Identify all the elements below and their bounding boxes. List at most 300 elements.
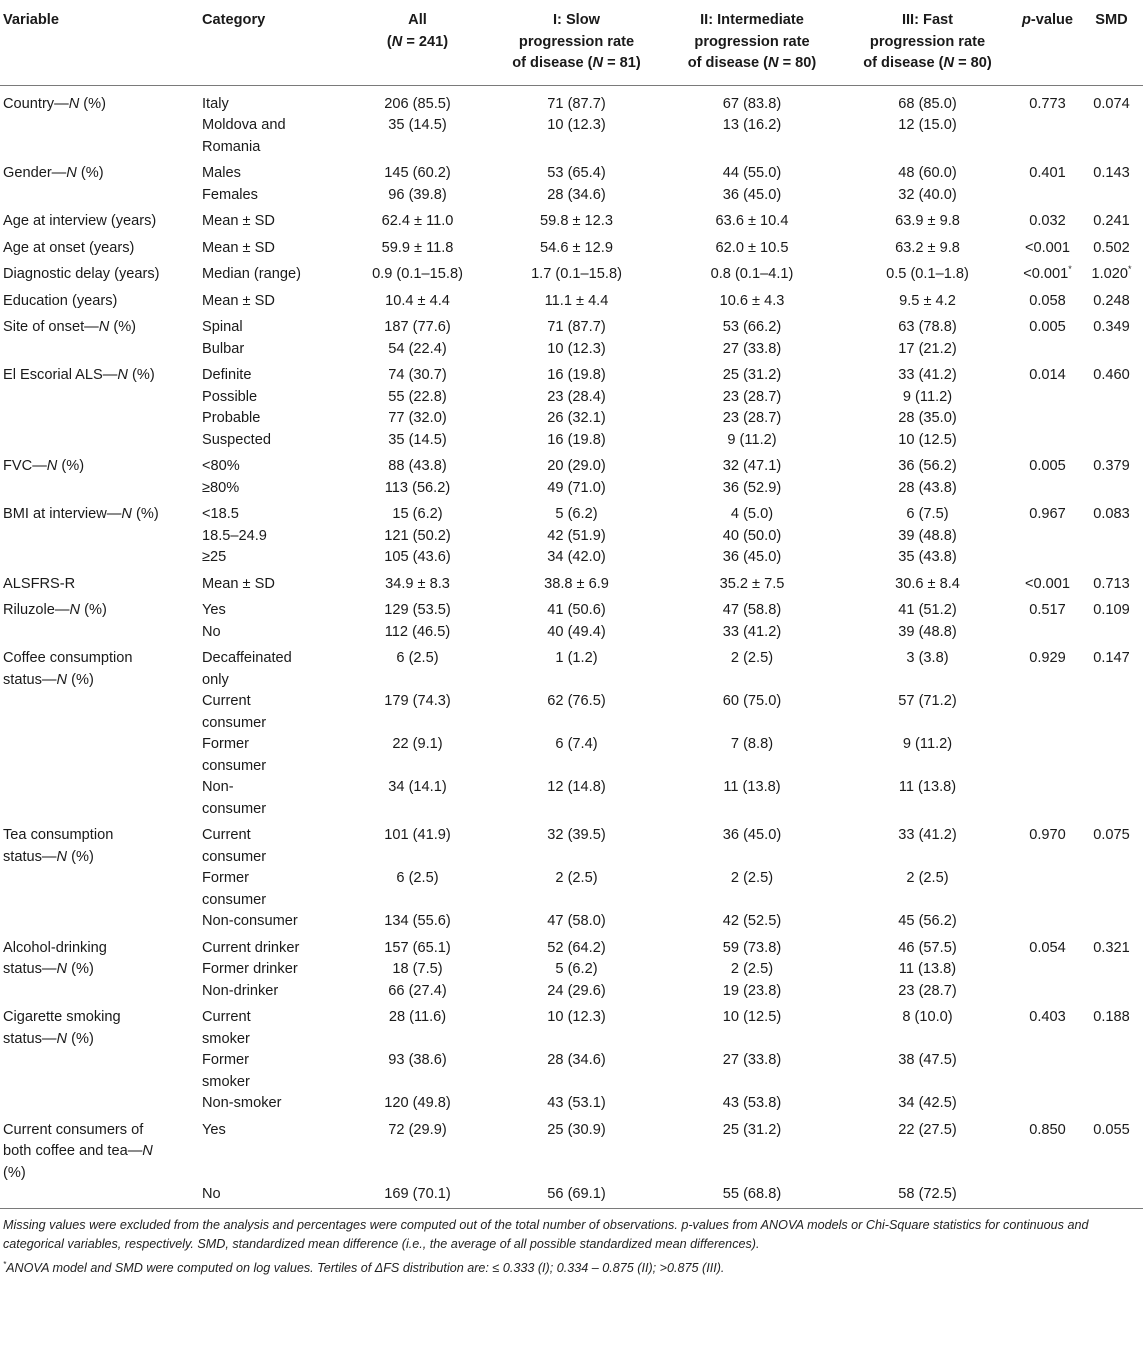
- table-row: [0, 911, 1143, 933]
- cell-all: [346, 478, 489, 500]
- cell-g1: [489, 691, 664, 734]
- cell-variable: [0, 312, 200, 339]
- cell-smd: [1080, 430, 1143, 452]
- table-row: [0, 387, 1143, 409]
- cell-pvalue: [1015, 868, 1080, 911]
- cell-g3: [840, 478, 1015, 500]
- pvalue-text: 0.403: [1029, 1009, 1066, 1025]
- cell-g3: [840, 1184, 1015, 1208]
- cell-g1: [489, 981, 664, 1003]
- cell-value: 145 (60.2): [384, 165, 451, 181]
- pvalue-text: <0.001: [1024, 575, 1071, 592]
- cell-value: 43 (53.8): [722, 1095, 782, 1111]
- cell-value: 32 (47.1): [722, 458, 782, 474]
- category-line: Definite: [202, 367, 252, 383]
- cell-g2: [664, 408, 840, 430]
- category-line: Former: [202, 736, 250, 752]
- cell-smd: [1080, 734, 1143, 777]
- cell-g2: [664, 478, 840, 500]
- cell-g2: [664, 595, 840, 622]
- header-smd: SMD: [1080, 0, 1143, 85]
- cell-pvalue: [1015, 569, 1080, 596]
- cell-pvalue: [1015, 115, 1080, 158]
- cell-g2: [664, 430, 840, 452]
- cell-pvalue: [1015, 312, 1080, 339]
- smd-text: 0.379: [1093, 458, 1130, 474]
- cell-value: 16 (19.8): [547, 431, 606, 448]
- cell-value: 58 (72.5): [898, 1186, 957, 1202]
- cell-value: 24 (29.6): [547, 982, 606, 999]
- cell-value: 5 (6.2): [555, 961, 598, 977]
- header-fast-line2: progression rate: [869, 33, 986, 50]
- category-line: Mean ± SD: [202, 213, 275, 229]
- cell-g2: [664, 569, 840, 596]
- cell-value: 57 (71.2): [898, 693, 957, 709]
- smd-text: 0.143: [1093, 165, 1130, 181]
- cell-g1: [489, 478, 664, 500]
- cell-value: 54 (22.4): [388, 340, 447, 357]
- cell-all: [346, 1093, 489, 1115]
- cell-pvalue: [1015, 408, 1080, 430]
- category-line: Non-smoker: [202, 1095, 282, 1111]
- table-row: [0, 547, 1143, 569]
- cell-pvalue: [1015, 451, 1080, 478]
- cell-value: 72 (29.9): [388, 1121, 447, 1138]
- cell-g3: [840, 387, 1015, 409]
- cell-g2: [664, 622, 840, 644]
- category-line: Former: [202, 1052, 250, 1068]
- table-row: [0, 259, 1143, 286]
- cell-variable: [0, 1002, 200, 1050]
- cell-g1: [489, 408, 664, 430]
- cell-pvalue: [1015, 643, 1080, 691]
- cell-value: 36 (56.2): [898, 458, 957, 474]
- cell-value: 59 (73.8): [722, 939, 782, 956]
- header-category: Category: [200, 0, 346, 85]
- cell-g3: [840, 1115, 1015, 1185]
- cell-category: [200, 1093, 346, 1115]
- cell-pvalue: [1015, 1115, 1080, 1185]
- variable-line: both coffee and tea—N: [3, 1143, 153, 1159]
- category-line: Possible: [202, 388, 258, 405]
- cell-value: 45 (56.2): [898, 913, 957, 929]
- cell-value: 34 (14.1): [388, 779, 447, 795]
- cell-value: 26 (32.1): [547, 410, 606, 426]
- table-row: [0, 1050, 1143, 1093]
- cell-value: 36 (52.9): [722, 479, 782, 496]
- cell-g3: [840, 1093, 1015, 1115]
- cell-value: 40 (49.4): [547, 623, 606, 640]
- cell-value: 44 (55.0): [722, 165, 782, 181]
- cell-all: [346, 622, 489, 644]
- variable-line: Coffee consumption: [3, 650, 133, 666]
- cell-smd: [1080, 1093, 1143, 1115]
- cell-all: [346, 595, 489, 622]
- cell-value: 77 (32.0): [388, 410, 447, 426]
- cell-all: [346, 85, 489, 115]
- cell-g3: [840, 286, 1015, 313]
- cell-all: [346, 1115, 489, 1185]
- cell-variable: [0, 734, 200, 777]
- cell-smd: [1080, 312, 1143, 339]
- cell-value: 38.8 ± 6.9: [544, 575, 609, 592]
- header-fast-line3: of disease (N = 80): [863, 55, 992, 71]
- cell-value: 10 (12.3): [547, 117, 606, 133]
- category-line: Non-drinker: [202, 982, 279, 999]
- cell-smd: [1080, 185, 1143, 207]
- smd-text: 0.241: [1093, 213, 1130, 229]
- cell-g1: [489, 526, 664, 548]
- table-row: [0, 408, 1143, 430]
- cell-category: [200, 777, 346, 820]
- cell-value: 101 (41.9): [384, 827, 451, 843]
- cell-g1: [489, 339, 664, 361]
- cell-smd: [1080, 981, 1143, 1003]
- category-line: Median (range): [202, 266, 301, 282]
- cell-smd: [1080, 933, 1143, 981]
- cell-value: 30.6 ± 8.4: [895, 575, 960, 592]
- cell-category: [200, 430, 346, 452]
- cell-g1: [489, 1184, 664, 1208]
- cell-smd: [1080, 478, 1143, 500]
- variable-line: ALSFRS-R: [3, 575, 76, 592]
- cell-g3: [840, 360, 1015, 387]
- cell-pvalue: [1015, 233, 1080, 260]
- cell-variable: [0, 981, 200, 1003]
- cell-g2: [664, 777, 840, 820]
- pvalue-text: 0.005: [1029, 458, 1066, 474]
- header-variable: Variable: [0, 0, 200, 85]
- cell-all: [346, 451, 489, 478]
- cell-pvalue: [1015, 360, 1080, 387]
- cell-variable: [0, 1093, 200, 1115]
- category-line: Romania: [202, 138, 261, 155]
- cell-value: 0.9 (0.1–15.8): [372, 266, 463, 282]
- cell-smd: [1080, 547, 1143, 569]
- cell-smd: [1080, 339, 1143, 361]
- smd-text: 0.109: [1093, 602, 1130, 618]
- cell-all: [346, 158, 489, 185]
- cell-value: 62 (76.5): [547, 693, 606, 709]
- cell-value: 54.6 ± 12.9: [540, 239, 613, 256]
- header-row: [0, 0, 1143, 85]
- footnote-main: Missing values were excluded from the analysis and percentages were computed out of the total number of observations. p-values from ANOVA models or Chi-Square statistics for continuous and categorical variables, respectively. SMD, standardized mean difference (i.e., the average of all possible standardized mean differences).: [3, 1217, 1089, 1251]
- table-row: [0, 430, 1143, 452]
- cell-category: [200, 734, 346, 777]
- cell-variable: [0, 1184, 200, 1208]
- cell-all: [346, 911, 489, 933]
- cell-value: 39 (48.8): [898, 623, 957, 640]
- cell-value: 121 (50.2): [384, 527, 451, 544]
- cell-value: 34 (42.0): [547, 549, 606, 565]
- cell-pvalue: [1015, 691, 1080, 734]
- cell-g3: [840, 777, 1015, 820]
- cell-g1: [489, 777, 664, 820]
- cell-value: 66 (27.4): [388, 982, 447, 999]
- category-line: Yes: [202, 1121, 226, 1138]
- cell-variable: [0, 286, 200, 313]
- cell-variable: [0, 622, 200, 644]
- cell-value: 28 (11.6): [388, 1009, 447, 1025]
- variable-line: Diagnostic delay (years): [3, 266, 160, 282]
- cell-value: 35 (43.8): [898, 549, 957, 565]
- cell-variable: [0, 547, 200, 569]
- cell-all: [346, 777, 489, 820]
- table-row: [0, 734, 1143, 777]
- cell-g3: [840, 185, 1015, 207]
- cell-value: 105 (43.6): [384, 549, 451, 565]
- cell-value: 32 (39.5): [547, 827, 606, 843]
- cell-value: 15 (6.2): [392, 506, 443, 522]
- cell-value: 6 (7.4): [555, 736, 598, 752]
- table-row: [0, 233, 1143, 260]
- cell-category: [200, 451, 346, 478]
- cell-variable: [0, 185, 200, 207]
- category-line: Current drinker: [202, 939, 300, 956]
- cell-g3: [840, 85, 1015, 115]
- cell-all: [346, 933, 489, 981]
- cell-category: [200, 526, 346, 548]
- cell-g2: [664, 1050, 840, 1093]
- category-line: Mean ± SD: [202, 575, 275, 592]
- cell-value: 1.7 (0.1–15.8): [531, 266, 622, 282]
- cell-g2: [664, 259, 840, 286]
- cell-value: 10.6 ± 4.3: [719, 292, 785, 309]
- variable-line: Site of onset—N (%): [3, 319, 137, 335]
- cell-pvalue: [1015, 820, 1080, 868]
- table-row: [0, 1002, 1143, 1050]
- cell-category: [200, 1115, 346, 1185]
- cell-g1: [489, 622, 664, 644]
- cell-all: [346, 115, 489, 158]
- header-intermediate-line3: of disease (N = 80): [687, 55, 817, 71]
- cell-value: 23 (28.7): [898, 982, 957, 999]
- cell-smd: [1080, 233, 1143, 260]
- cell-value: 35 (14.5): [388, 117, 447, 133]
- cell-value: 41 (50.6): [547, 602, 606, 618]
- cell-g2: [664, 868, 840, 911]
- cell-g2: [664, 643, 840, 691]
- cell-value: 113 (56.2): [384, 479, 451, 496]
- cell-g1: [489, 185, 664, 207]
- header-all: [346, 0, 489, 85]
- cell-g2: [664, 85, 840, 115]
- category-line: consumer: [202, 891, 267, 908]
- cell-pvalue: [1015, 259, 1080, 286]
- cell-g1: [489, 569, 664, 596]
- cell-g1: [489, 1093, 664, 1115]
- category-line: Probable: [202, 410, 261, 426]
- smd-text: 0.713: [1093, 575, 1130, 592]
- cell-value: 8 (10.0): [902, 1009, 953, 1025]
- cell-value: 11.1 ± 4.4: [544, 292, 609, 309]
- cell-g3: [840, 547, 1015, 569]
- cell-g3: [840, 981, 1015, 1003]
- cell-g3: [840, 499, 1015, 526]
- cell-variable: [0, 777, 200, 820]
- cell-value: 16 (19.8): [547, 367, 606, 383]
- cell-value: 36 (45.0): [722, 549, 782, 565]
- cell-g2: [664, 1002, 840, 1050]
- smd-text: 1.020*: [1091, 264, 1132, 282]
- category-line: Bulbar: [202, 340, 245, 357]
- cell-category: [200, 185, 346, 207]
- cell-value: 60 (75.0): [722, 693, 782, 709]
- cell-smd: [1080, 85, 1143, 115]
- table-row: [0, 185, 1143, 207]
- category-line: <18.5: [202, 506, 239, 522]
- header-slow-line3: of disease (N = 81): [512, 55, 641, 71]
- cell-variable: [0, 233, 200, 260]
- variable-line: Cigarette smoking: [3, 1009, 121, 1025]
- cell-g2: [664, 158, 840, 185]
- cell-value: 53 (66.2): [722, 319, 782, 335]
- cell-g1: [489, 158, 664, 185]
- cell-all: [346, 1184, 489, 1208]
- cell-variable: [0, 158, 200, 185]
- cell-value: 6 (7.5): [906, 506, 949, 522]
- cell-smd: [1080, 206, 1143, 233]
- smd-text: 0.147: [1093, 650, 1130, 666]
- cell-pvalue: [1015, 158, 1080, 185]
- cell-all: [346, 185, 489, 207]
- cell-value: 48 (60.0): [898, 165, 957, 181]
- category-line: Non-consumer: [202, 913, 298, 929]
- cell-g2: [664, 312, 840, 339]
- cell-value: 23 (28.7): [722, 410, 782, 426]
- cell-smd: [1080, 158, 1143, 185]
- table-row: [0, 820, 1143, 868]
- table-row: [0, 1093, 1143, 1115]
- cell-category: [200, 1184, 346, 1208]
- table-row: [0, 158, 1143, 185]
- cell-variable: [0, 868, 200, 911]
- cell-pvalue: [1015, 911, 1080, 933]
- cell-value: 10 (12.5): [722, 1009, 782, 1025]
- cell-value: 22 (27.5): [898, 1121, 957, 1138]
- cell-category: [200, 158, 346, 185]
- header-slow: [489, 0, 664, 85]
- category-line: consumer: [202, 757, 267, 774]
- category-line: Decaffeinated: [202, 650, 292, 666]
- pvalue-text: <0.001*: [1023, 264, 1072, 282]
- variable-line: Age at onset (years): [3, 239, 135, 256]
- cell-g3: [840, 1050, 1015, 1093]
- cell-variable: [0, 820, 200, 868]
- cell-category: [200, 206, 346, 233]
- cell-value: 62.4 ± 11.0: [381, 213, 454, 229]
- cell-category: [200, 622, 346, 644]
- cell-g3: [840, 868, 1015, 911]
- cell-value: 6 (2.5): [396, 870, 439, 886]
- smd-text: 0.055: [1093, 1121, 1130, 1138]
- cell-category: [200, 1050, 346, 1093]
- cell-value: 5 (6.2): [555, 506, 598, 522]
- cell-pvalue: [1015, 206, 1080, 233]
- table-footnotes: [0, 1209, 1143, 1279]
- footnote-mark: *: [3, 1259, 7, 1269]
- table-row: [0, 499, 1143, 526]
- cell-g3: [840, 595, 1015, 622]
- cell-value: 55 (68.8): [722, 1186, 782, 1202]
- cell-value: 62.0 ± 10.5: [715, 239, 789, 256]
- cell-pvalue: [1015, 777, 1080, 820]
- pvalue-text: <0.001: [1024, 239, 1071, 256]
- cell-all: [346, 691, 489, 734]
- smd-text: 0.075: [1093, 827, 1130, 843]
- cell-category: [200, 981, 346, 1003]
- cell-value: 13 (16.2): [722, 117, 782, 133]
- smd-text: 0.083: [1093, 506, 1130, 522]
- cell-value: 25 (31.2): [722, 1121, 782, 1138]
- table-row: [0, 933, 1143, 981]
- cell-value: 93 (38.6): [388, 1052, 447, 1068]
- cell-value: 23 (28.7): [722, 388, 782, 405]
- category-line: Females: [202, 186, 258, 203]
- cell-variable: [0, 387, 200, 409]
- category-line: Former drinker: [202, 961, 298, 977]
- cell-g1: [489, 286, 664, 313]
- cell-value: 34.9 ± 8.3: [385, 575, 450, 592]
- table-body: [0, 85, 1143, 1208]
- cell-g1: [489, 933, 664, 981]
- cell-value: 22 (9.1): [392, 736, 443, 752]
- category-line: consumer: [202, 714, 267, 731]
- cell-value: 9 (11.2): [727, 431, 777, 448]
- table-row: [0, 339, 1143, 361]
- table-row: [0, 622, 1143, 644]
- cell-value: 46 (57.5): [898, 939, 957, 956]
- cell-g2: [664, 1115, 840, 1185]
- cell-all: [346, 526, 489, 548]
- cell-value: 179 (74.3): [384, 693, 451, 709]
- cell-pvalue: [1015, 595, 1080, 622]
- cell-category: [200, 868, 346, 911]
- table-row: [0, 312, 1143, 339]
- cell-g2: [664, 691, 840, 734]
- pvalue-text: 0.850: [1029, 1121, 1066, 1138]
- pvalue-text: 0.058: [1029, 292, 1066, 309]
- category-line: No: [202, 1186, 221, 1202]
- cell-value: 0.8 (0.1–4.1): [710, 266, 794, 282]
- cell-category: [200, 85, 346, 115]
- pvalue-text: 0.967: [1029, 506, 1066, 522]
- cell-variable: [0, 206, 200, 233]
- cell-g2: [664, 286, 840, 313]
- cell-value: 53 (65.4): [547, 165, 606, 181]
- cell-variable: [0, 499, 200, 526]
- cell-g3: [840, 451, 1015, 478]
- cell-g1: [489, 1050, 664, 1093]
- cell-g1: [489, 259, 664, 286]
- cell-all: [346, 1050, 489, 1093]
- cell-g2: [664, 206, 840, 233]
- cell-value: 10 (12.3): [547, 340, 606, 357]
- cell-g1: [489, 115, 664, 158]
- cell-smd: [1080, 526, 1143, 548]
- cell-g2: [664, 1093, 840, 1115]
- cell-g2: [664, 911, 840, 933]
- cell-g3: [840, 820, 1015, 868]
- cell-pvalue: [1015, 981, 1080, 1003]
- cell-smd: [1080, 1002, 1143, 1050]
- cell-value: 129 (53.5): [384, 602, 451, 618]
- table-row: [0, 360, 1143, 387]
- cell-value: 206 (85.5): [384, 95, 451, 112]
- category-line: Males: [202, 165, 241, 181]
- cell-value: 11 (13.8): [723, 779, 781, 795]
- variable-line: status—N (%): [3, 1030, 94, 1047]
